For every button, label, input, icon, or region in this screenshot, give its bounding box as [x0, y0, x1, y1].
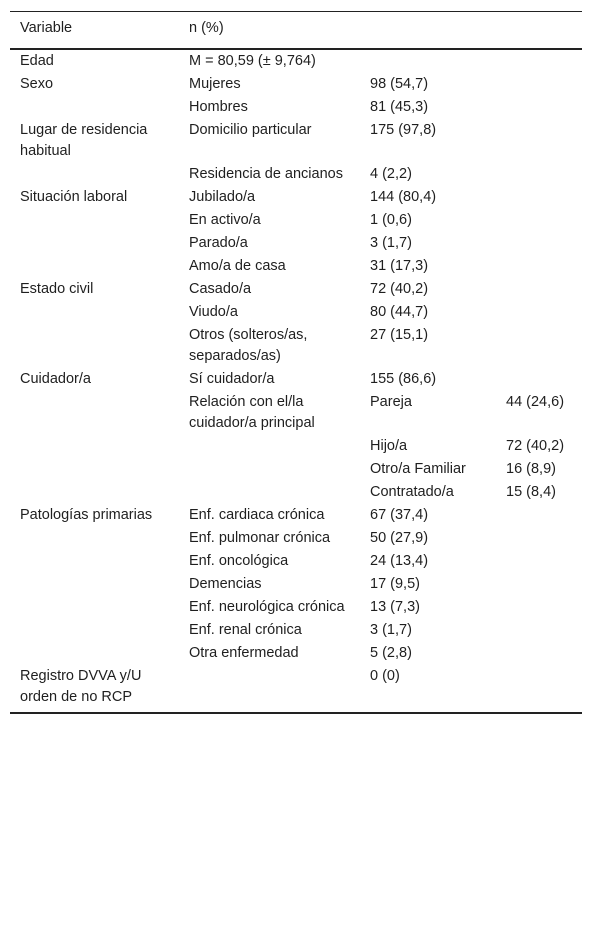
- table-cell: [10, 434, 179, 457]
- table-cell: [496, 231, 582, 254]
- table-cell: 0 (0): [360, 664, 496, 713]
- table-cell: En activo/a: [189, 212, 261, 228]
- table-row: [10, 503, 582, 526]
- table-cell: 175 (97,8): [370, 122, 437, 138]
- table-cell: Enf. cardiaca crónica: [189, 507, 325, 523]
- table-row: [10, 526, 582, 549]
- table-cell: Otro/a Familiar: [370, 461, 466, 477]
- table-cell: Domicilio particular: [189, 122, 312, 138]
- table-cell: [179, 434, 360, 457]
- table-cell: Relación con el/la cuidador/a principal: [189, 394, 315, 431]
- table-cell: [496, 572, 582, 595]
- table-cell: 17 (9,5): [370, 576, 420, 592]
- table-cell: [10, 549, 179, 572]
- table-cell: Registro DVVA y/U orden de no RCP: [10, 664, 179, 713]
- table-cell: Situación laboral: [20, 189, 128, 205]
- table-cell: Jubilado/a: [189, 189, 256, 205]
- table-cell: 27 (15,1): [370, 327, 429, 343]
- table-cell: [10, 457, 179, 480]
- table-cell: M = 80,59 (± 9,764): [189, 53, 316, 69]
- table-cell: [10, 323, 179, 367]
- table-header: [10, 12, 582, 50]
- table-cell: Demencias: [189, 576, 262, 592]
- table-cell: [496, 95, 582, 118]
- table-cell: 24 (13,4): [370, 553, 429, 569]
- table-cell: [496, 208, 582, 231]
- table-cell: [496, 618, 582, 641]
- table-cell: [179, 480, 360, 503]
- table-row: [10, 641, 582, 664]
- table-cell: [496, 254, 582, 277]
- table-cell: [496, 641, 582, 664]
- table-row: [10, 572, 582, 595]
- table-row: [10, 208, 582, 231]
- table-cell: 5 (2,8): [370, 645, 412, 661]
- table-cell: Residencia de ancianos: [189, 166, 343, 182]
- table-row: [10, 367, 582, 390]
- table-cell: Sexo: [20, 76, 54, 92]
- table-cell: 80 (44,7): [370, 304, 429, 320]
- table-cell: [179, 664, 360, 713]
- table-cell: Patologías primarias: [20, 507, 153, 523]
- table-cell: Mujeres: [189, 76, 241, 92]
- table-cell: 67 (37,4): [370, 507, 429, 523]
- table-cell: 3 (1,7): [370, 622, 412, 638]
- table-row: [10, 434, 582, 457]
- table-cell: Hijo/a: [370, 438, 408, 454]
- table-cell: 44 (24,6): [506, 394, 565, 410]
- table-row: [10, 49, 582, 72]
- table-cell: [10, 641, 179, 664]
- table-cell: [496, 503, 582, 526]
- table-cell: Hombres: [189, 99, 248, 115]
- table-cell: Viudo/a: [189, 304, 238, 320]
- table-cell: 31 (17,3): [370, 258, 429, 274]
- table-cell: [496, 277, 582, 300]
- table-cell: [10, 300, 179, 323]
- table-cell: Parado/a: [189, 235, 248, 251]
- table-cell: 15 (8,4): [506, 484, 556, 500]
- table-cell: [10, 254, 179, 277]
- table-row: [10, 72, 582, 95]
- table-cell: [496, 300, 582, 323]
- table-cell: [10, 390, 179, 434]
- table-cell: 13 (7,3): [370, 599, 420, 615]
- table-cell: Enf. neurológica crónica: [189, 599, 345, 615]
- table-cell: [496, 118, 582, 162]
- table-cell: 98 (54,7): [370, 76, 429, 92]
- table-row: [10, 618, 582, 641]
- table-cell: 3 (1,7): [370, 235, 412, 251]
- table-cell: Otra enfermedad: [189, 645, 299, 661]
- table-cell: Cuidador/a: [20, 371, 91, 387]
- table-row: [10, 457, 582, 480]
- table-cell: [496, 162, 582, 185]
- table-row: [10, 300, 582, 323]
- table-cell: Enf. pulmonar crónica: [189, 530, 331, 546]
- table-cell: [496, 526, 582, 549]
- table-cell: [496, 367, 582, 390]
- table-cell: [496, 72, 582, 95]
- header-variable: Variable: [10, 12, 179, 50]
- table-cell: [496, 49, 582, 72]
- table-row: [10, 595, 582, 618]
- table-cell: Otros (solteros/as, separados/as): [189, 327, 308, 364]
- table-row: [10, 480, 582, 503]
- table-body: [10, 49, 582, 713]
- table-row: [10, 162, 582, 185]
- table-cell: Enf. renal crónica: [189, 622, 302, 638]
- table-cell: 72 (40,2): [506, 438, 565, 454]
- table-row: [10, 549, 582, 572]
- table-cell: Enf. oncológica: [189, 553, 289, 569]
- table-cell: Estado civil: [20, 281, 94, 297]
- table-cell: 16 (8,9): [506, 461, 556, 477]
- table-cell: [496, 185, 582, 208]
- table-row: [10, 664, 582, 713]
- table-row: [10, 185, 582, 208]
- table-cell: [496, 595, 582, 618]
- table-cell: [360, 49, 496, 72]
- table-cell: 1 (0,6): [370, 212, 412, 228]
- table-cell: [10, 480, 179, 503]
- table-row: [10, 390, 582, 434]
- header-row: [10, 12, 582, 50]
- table-row: [10, 118, 582, 162]
- table-cell: [10, 95, 179, 118]
- table-row: [10, 231, 582, 254]
- table-cell: 155 (86,6): [370, 371, 437, 387]
- table-cell: [10, 526, 179, 549]
- demographics-table: [10, 11, 582, 714]
- table-cell: 144 (80,4): [370, 189, 437, 205]
- table-cell: [10, 162, 179, 185]
- table-cell: [10, 231, 179, 254]
- table-cell: 4 (2,2): [370, 166, 412, 182]
- table-cell: 50 (27,9): [370, 530, 429, 546]
- table-cell: [496, 323, 582, 367]
- table-cell: Edad: [20, 53, 54, 69]
- table-row: [10, 95, 582, 118]
- table-cell: Lugar de residencia habitual: [20, 122, 148, 159]
- table-cell: Casado/a: [189, 281, 252, 297]
- table-cell: [179, 457, 360, 480]
- table-cell: [10, 572, 179, 595]
- table-row: [10, 277, 582, 300]
- header-n-percent: n (%): [179, 12, 582, 50]
- table-cell: Sí cuidador/a: [189, 371, 275, 387]
- table-cell: [496, 664, 582, 713]
- table-cell: 72 (40,2): [370, 281, 429, 297]
- table-cell: [496, 549, 582, 572]
- table-cell: Pareja: [370, 394, 412, 410]
- table-cell: 81 (45,3): [370, 99, 429, 115]
- table-row: [10, 254, 582, 277]
- table-cell: [10, 618, 179, 641]
- table-cell: Amo/a de casa: [189, 258, 286, 274]
- table-cell: [10, 595, 179, 618]
- table-row: [10, 323, 582, 367]
- table-cell: [10, 208, 179, 231]
- table-cell: Contratado/a: [370, 484, 454, 500]
